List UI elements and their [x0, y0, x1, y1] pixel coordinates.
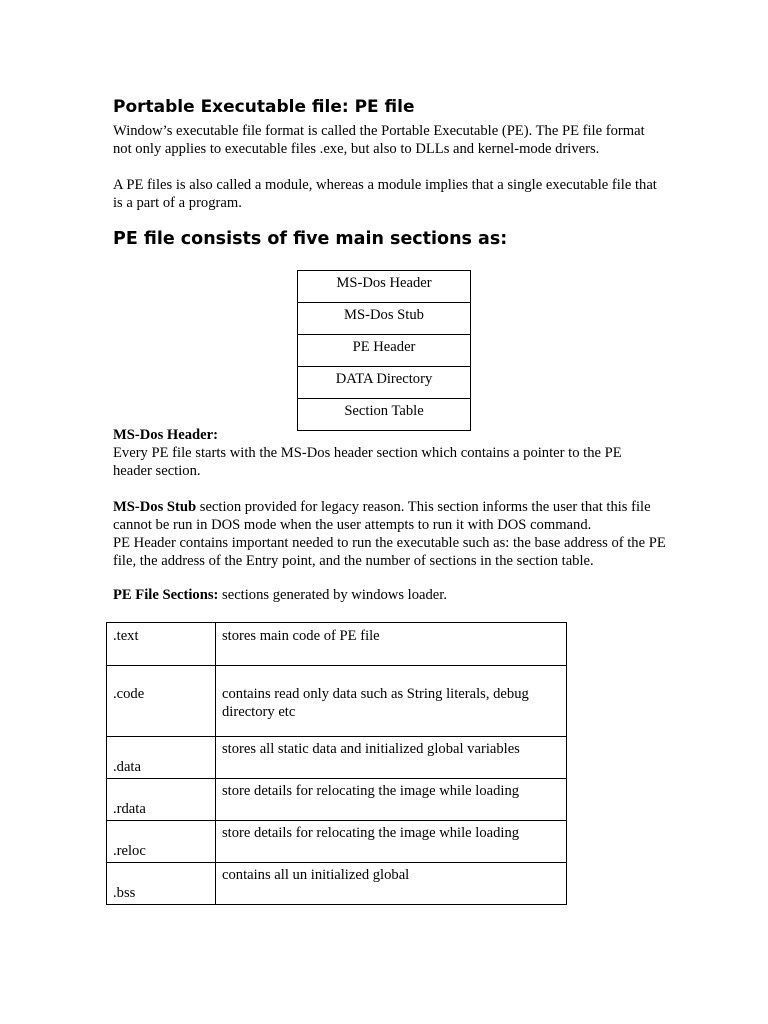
- pe-file-sections-intro: [113, 586, 658, 604]
- pe-structure-cell: MS-Dos Header: [298, 271, 471, 303]
- pe-structure-cell: PE Header: [298, 335, 471, 367]
- pe-structure-cell: Section Table: [298, 399, 471, 431]
- table-row: [107, 737, 567, 779]
- intro-paragraph-1: Window’s executable file format is called the Portable Executable (PE). The PE file format not only applies to executable files .exe, but also to DLLs and kernel-mode drivers.: [113, 123, 645, 157]
- section-description: store details for relocating the image while loading: [216, 821, 567, 863]
- msdos-header-section: [113, 426, 658, 480]
- section-description: store details for relocating the image while loading: [216, 779, 567, 821]
- msdos-stub-text: section provided for legacy reason. This section informs the user that this file cannot be run in DOS mode when the user attempts to run it with DOS command.: [113, 499, 651, 533]
- pe-structure-row: [298, 367, 471, 399]
- table-row: [107, 863, 567, 905]
- section-description: stores main code of PE file: [216, 623, 567, 666]
- page-title: Portable Executable file: PE file: [113, 97, 415, 117]
- table-row: [107, 623, 567, 666]
- section-name: .reloc: [107, 821, 216, 863]
- pe-structure-row: [298, 335, 471, 367]
- pe-header-text: PE Header contains important needed to run the executable such as: the base address of the PE file, the address of the Entry point, and the number of sections in the section table.: [113, 535, 666, 569]
- section-name: .code: [107, 666, 216, 737]
- pe-structure-cell: MS-Dos Stub: [298, 303, 471, 335]
- msdos-header-text: Every PE file starts with the MS-Dos header section which contains a pointer to the PE header section.: [113, 445, 622, 479]
- section-name: .bss: [107, 863, 216, 905]
- section-name: .rdata: [107, 779, 216, 821]
- section-name: .text: [107, 623, 216, 666]
- pe-file-sections-text: sections generated by windows loader.: [218, 587, 447, 603]
- section-description: contains read only data such as String literals, debug directory etc: [216, 666, 567, 737]
- sections-heading: PE file consists of five main sections as:: [113, 229, 508, 249]
- pe-file-sections-label: PE File Sections:: [113, 587, 219, 603]
- pe-structure-cell: DATA Directory: [298, 367, 471, 399]
- pe-structure-row: [298, 303, 471, 335]
- intro-paragraph-2: A PE files is also called a module, whereas a module implies that a single executable file that is a part of a program.: [113, 177, 657, 211]
- section-description: stores all static data and initialized global variables: [216, 737, 567, 779]
- msdos-header-label: MS-Dos Header:: [113, 427, 218, 443]
- pe-structure-row: [298, 271, 471, 303]
- table-row: [107, 666, 567, 737]
- pe-sections-table: [106, 622, 567, 905]
- pe-structure-table: [297, 270, 471, 431]
- msdos-stub-section: [113, 498, 673, 570]
- table-row: [107, 821, 567, 863]
- table-row: [107, 779, 567, 821]
- msdos-stub-label: MS-Dos Stub: [113, 499, 197, 515]
- section-description: contains all un initialized global: [216, 863, 567, 905]
- section-name: .data: [107, 737, 216, 779]
